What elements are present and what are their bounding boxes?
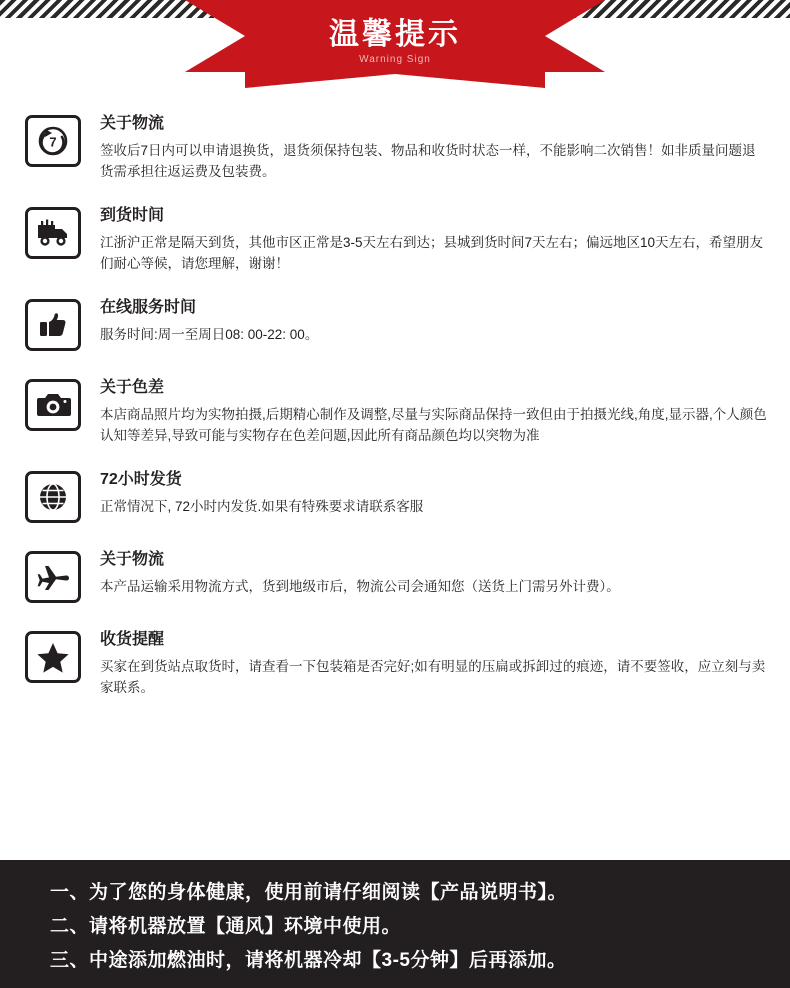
header-banner [0, 0, 790, 94]
camera-icon [25, 379, 81, 431]
item-body: 买家在到货站点取货时，请查看一下包装箱是否完好;如有明显的压扁或拆卸过的痕迹，请不要签收，应立刻与卖家联系。 [100, 659, 766, 695]
footer-line-3: 三、中途添加燃油时，请将机器冷却【3-5分钟】后再添加。 [50, 950, 567, 971]
item-title: 收货提醒 [100, 631, 165, 648]
footer-warnings [0, 860, 790, 988]
list-item [22, 468, 768, 526]
item-icon-wrap [22, 204, 84, 262]
item-body: 本产品运输采用物流方式，货到地级市后，物流公司会通知您（送货上门需另外计费）。 [100, 579, 620, 594]
item-body: 签收后7日内可以申请退换货，退货须保持包装、物品和收货时状态一样，不能影响二次销售！如非质量问题退货需承担往返运费及包装费。 [100, 143, 756, 179]
list-item [22, 296, 768, 354]
list-item [22, 204, 768, 274]
item-text [100, 112, 768, 182]
item-text [100, 296, 768, 345]
list-item [22, 628, 768, 698]
item-body: 本店商品照片均为实物拍摄,后期精心制作及调整,尽量与实际商品保持一致但由于拍摄光线,角度,显示器,个人颜色认知等差异,导致可能与实物存在色差问题,因此所有商品颜色均以突物为准 [100, 407, 767, 443]
globe-icon [25, 471, 81, 523]
item-title: 到货时间 [100, 207, 165, 224]
item-text [100, 548, 768, 597]
svg-text:7: 7 [49, 134, 57, 150]
airplane-icon [25, 551, 81, 603]
item-icon-wrap [22, 376, 84, 434]
item-text [100, 376, 768, 446]
item-title: 关于物流 [100, 115, 165, 132]
list-item [22, 112, 768, 182]
item-title: 72小时发货 [100, 471, 182, 488]
item-text [100, 204, 768, 274]
ribbon-notch [245, 74, 545, 88]
page-title: 温馨提示 [329, 18, 461, 51]
item-icon-wrap [22, 112, 84, 170]
item-icon-wrap [22, 468, 84, 526]
thumbs-up-icon [25, 299, 81, 351]
item-icon-wrap [22, 296, 84, 354]
footer-line-1: 一、为了您的身体健康，使用前请仔细阅读【产品说明书】。 [50, 882, 568, 903]
star-icon [25, 631, 81, 683]
item-icon-wrap [22, 548, 84, 606]
item-icon-wrap [22, 628, 84, 686]
item-body: 服务时间:周一至周日08: 00-22: 00。 [100, 327, 319, 342]
seven-days-return-icon [25, 115, 81, 167]
item-body: 江浙沪正常是隔天到货，其他市区正常是3-5天左右到达；县城到货时间7天左右；偏远地区10天左右，希望朋友们耐心等候，请您理解，谢谢！ [100, 235, 764, 271]
notice-list [0, 94, 790, 698]
delivery-truck-icon [25, 207, 81, 259]
item-title: 关于物流 [100, 551, 165, 568]
list-item [22, 376, 768, 446]
item-body: 正常情况下, 72小时内发货.如果有特殊要求请联系客服 [100, 499, 424, 514]
item-text [100, 468, 768, 517]
item-title: 在线服务时间 [100, 299, 197, 316]
list-item [22, 548, 768, 606]
footer-line-2: 二、请将机器放置【通风】环境中使用。 [50, 916, 402, 937]
item-title: 关于色差 [100, 379, 165, 396]
page-subtitle: Warning Sign [359, 54, 431, 65]
item-text [100, 628, 768, 698]
